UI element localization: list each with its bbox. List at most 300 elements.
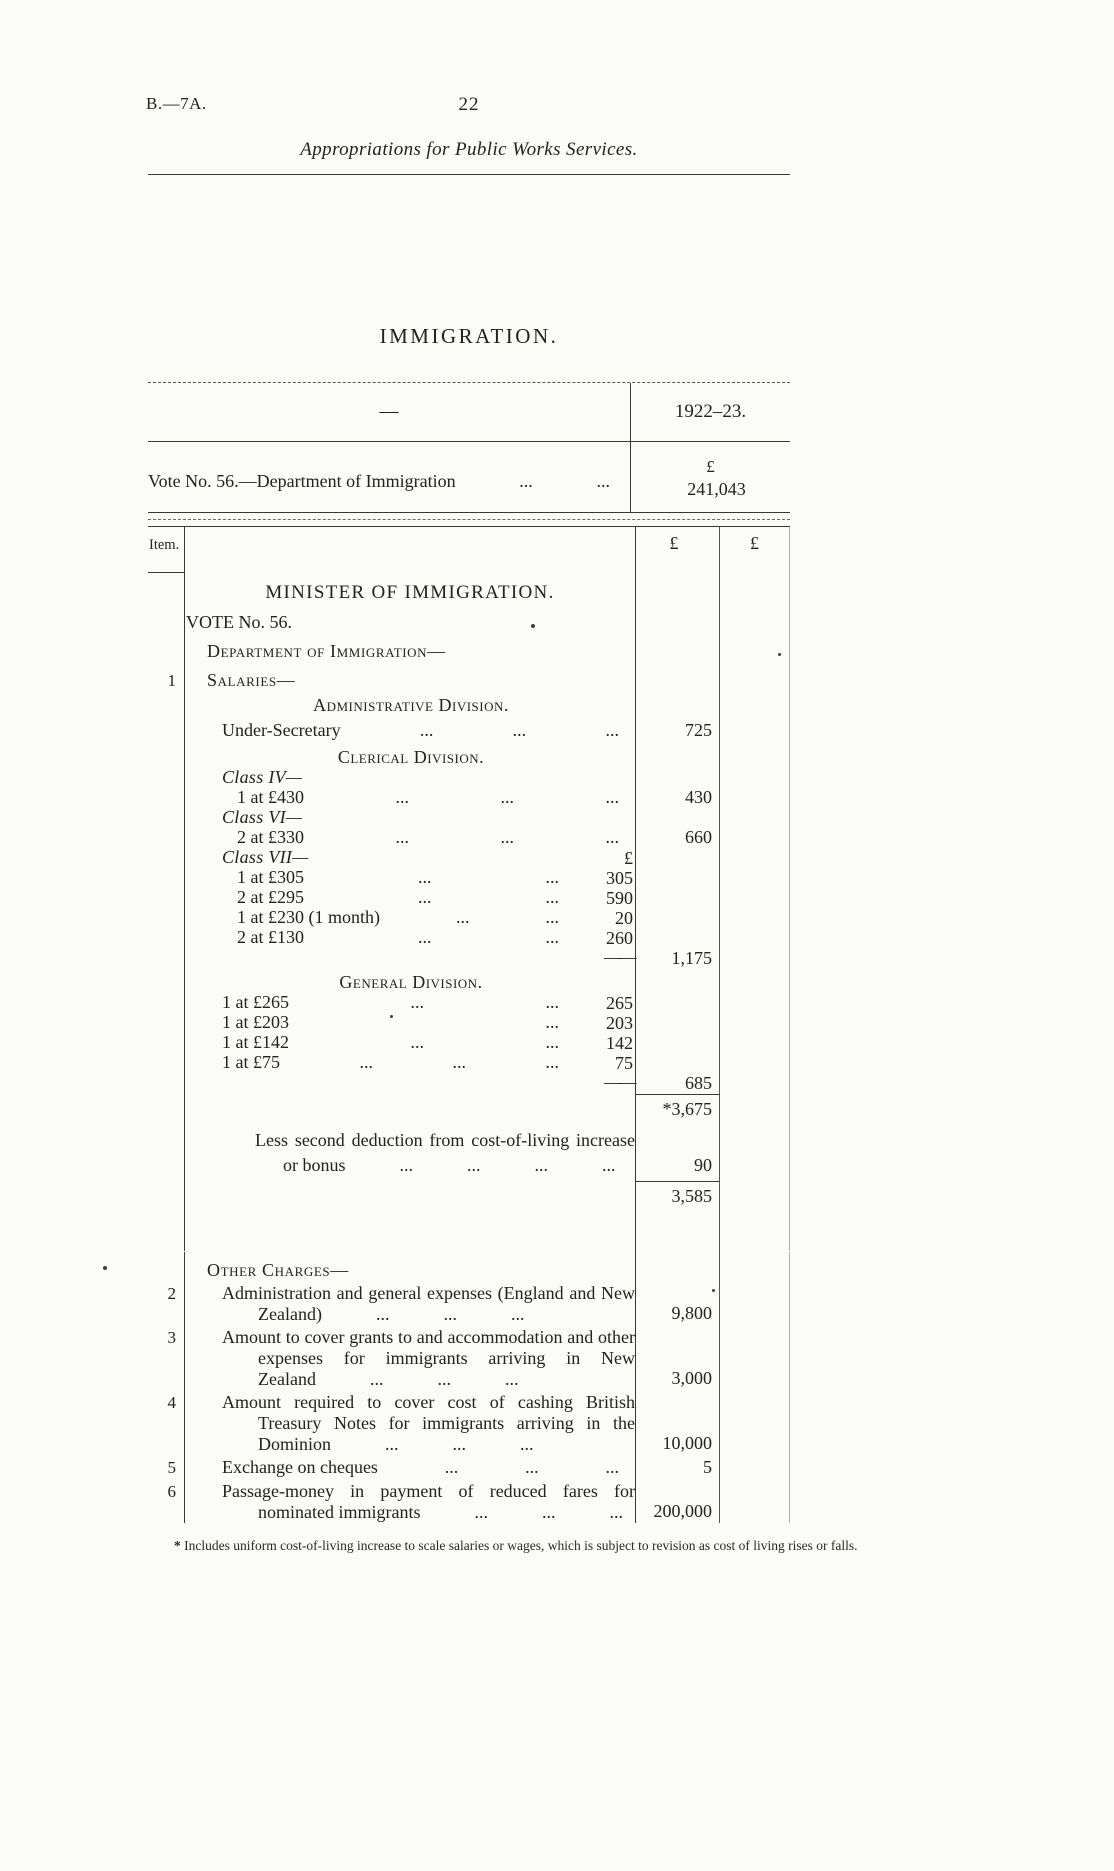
description-cell: [185, 1455, 635, 1479]
leader-dots: ...: [525, 1457, 539, 1477]
entry-text: [222, 1013, 575, 1032]
leader-dots: ...: [520, 1434, 534, 1454]
inner-amount: 203: [606, 1013, 633, 1033]
table-row: [148, 868, 790, 888]
leader-dots: ...: [545, 927, 559, 947]
inner-amount: 265: [606, 993, 633, 1013]
entry-text: [222, 1481, 635, 1523]
description-cell: [185, 993, 635, 1013]
amount-cell-primary: [635, 1122, 720, 1181]
table-row: [148, 1479, 790, 1523]
amount-cell-primary: [635, 1013, 720, 1033]
item-cell: [148, 1209, 185, 1251]
scan-speckle: [712, 1289, 715, 1292]
entry-text: [222, 719, 635, 742]
description-cell: [185, 633, 635, 662]
leader-dots: ...: [452, 1434, 467, 1454]
entry-text: [222, 1392, 635, 1455]
entry-text: [222, 1283, 635, 1325]
inner-amount: £: [624, 848, 633, 868]
double-rule: [148, 514, 790, 520]
description-cell: [185, 868, 635, 888]
description-cell: [185, 1122, 635, 1181]
amount-cell-primary: [635, 633, 720, 662]
entry-text: [313, 695, 509, 715]
inner-amount: ——: [604, 947, 633, 967]
table-row: [148, 633, 790, 662]
item-cell: [148, 969, 185, 993]
amount-cell-primary: [635, 768, 720, 788]
amount-cell-primary: [635, 691, 720, 716]
entry-text: [222, 768, 635, 787]
entry-label: 2 at £295: [237, 887, 304, 907]
table-row: [148, 928, 790, 948]
item-cell: [148, 1181, 185, 1209]
entry-label: Class VI—: [222, 807, 303, 827]
entry-label: Administrative Division.: [313, 695, 509, 715]
amount-cell-primary: [635, 808, 720, 828]
leader-dots: ...: [452, 1052, 466, 1072]
leader-dots: ...: [410, 992, 424, 1012]
table-row: [148, 1281, 790, 1325]
amount-cell-primary: [635, 1053, 720, 1073]
amount-cell-secondary: [720, 1013, 790, 1033]
content-column: [148, 382, 858, 1554]
item-cell: [148, 788, 185, 808]
entry-text: [339, 972, 482, 992]
leader-dots: ...: [418, 927, 432, 947]
leader-dots: ...: [519, 470, 533, 491]
footnote-text: Includes uniform cost-of-living increase to scale salaries or wages, which is subject to revision as cost of living rises or falls.: [180, 1538, 858, 1553]
description-cell: [185, 1053, 635, 1073]
amount-cell-primary: [635, 1455, 720, 1479]
amount-cell-secondary: [720, 662, 790, 691]
table-row: [148, 908, 790, 928]
leader-dots: ...: [410, 1032, 424, 1052]
table-row: [148, 1325, 790, 1390]
item-cell: [148, 1122, 185, 1181]
amount-cell-secondary: [720, 1122, 790, 1181]
inner-amount: 20: [615, 908, 633, 928]
amount-cell-secondary: [720, 928, 790, 948]
amount-cell-secondary: [720, 633, 790, 662]
entry-label: 1 at £75: [222, 1052, 280, 1072]
amount-cell-secondary: [720, 605, 790, 633]
leader-dots: ...: [467, 1155, 481, 1175]
description-cell: [185, 716, 635, 743]
item-cell: [148, 948, 185, 969]
amount1-header-cell: [635, 527, 720, 573]
item-header-cell: [148, 527, 185, 573]
item-cell: [148, 1073, 185, 1094]
description-cell: [185, 768, 635, 788]
entry-text: [207, 1260, 349, 1280]
entry-label: Clerical Division.: [337, 747, 485, 767]
leader-dots: ...: [605, 720, 619, 740]
main-table-rows: [148, 573, 790, 1523]
item-cell: [148, 868, 185, 888]
description-cell: [185, 1252, 635, 1281]
amount-cell-primary: [635, 948, 720, 969]
page-number: 22: [458, 94, 480, 115]
scan-speckle: [531, 624, 535, 628]
entry-label: 1 at £230 (1 month): [237, 907, 380, 927]
amount-cell-primary: [635, 1181, 720, 1209]
entry-text: [237, 888, 575, 907]
item-cell: [148, 808, 185, 828]
amount-cell-primary: [635, 993, 720, 1013]
entry-text: [222, 1053, 575, 1072]
leader-dots: ...: [385, 1434, 399, 1454]
amount2-header-cell: [720, 527, 790, 573]
leader-dots: ...: [369, 1369, 384, 1389]
leader-dots: ...: [545, 867, 559, 887]
entry-label: 1 at £305: [237, 867, 304, 887]
amount-cell-secondary: [720, 1252, 790, 1281]
amount-cell-secondary: [720, 573, 790, 605]
vote-line: [148, 471, 630, 492]
description-cell: [185, 605, 635, 633]
leader-dots: ...: [545, 1052, 559, 1072]
amount-cell-primary: [635, 969, 720, 993]
entry-text: [237, 908, 575, 927]
table-row: [148, 828, 790, 848]
description-cell: [185, 1479, 635, 1523]
amount-cell-secondary: [720, 1455, 790, 1479]
scan-speckle: [103, 1266, 107, 1270]
leader-dots: ...: [443, 1304, 457, 1324]
document-reference: B.—7A.: [146, 94, 207, 113]
amount-cell-secondary: [720, 969, 790, 993]
leader-dots: ...: [395, 787, 409, 807]
amount-cell-primary: [635, 573, 720, 605]
table-row: [148, 948, 790, 969]
amount-value: 725: [685, 720, 712, 740]
table-row: [148, 848, 790, 868]
item-cell: [148, 716, 185, 743]
amount-cell-primary: [635, 788, 720, 808]
amount-cell-secondary: [720, 1281, 790, 1325]
inner-amount: 305: [606, 868, 633, 888]
amount-value: 3,000: [671, 1368, 712, 1388]
leader-dots: ...: [437, 1369, 451, 1389]
entry-text: [222, 848, 575, 867]
amount-value: 685: [685, 1073, 712, 1093]
item-cell: [148, 848, 185, 868]
item-cell: [148, 1013, 185, 1033]
running-title: Appropriations for Public Works Services.: [300, 139, 638, 160]
amount-cell-secondary: [720, 1325, 790, 1390]
leader-dots: ...: [419, 720, 434, 740]
amount-cell-secondary: [720, 1390, 790, 1455]
description-cell: [185, 1325, 635, 1390]
entry-text: [207, 641, 446, 661]
entry-label: 1 at £203: [222, 1012, 289, 1032]
amount-cell-primary: [635, 1252, 720, 1281]
table-row: [148, 1053, 790, 1073]
item-cell: [148, 1455, 185, 1479]
entry-text: [207, 670, 295, 690]
entry-label: Under-Secretary: [222, 720, 341, 740]
entry-text: [255, 1128, 635, 1178]
item-number: 5: [167, 1458, 176, 1477]
vote-label: Vote No. 56.—Department of Immigration: [148, 470, 456, 491]
entry-label: 1 at £265: [222, 992, 289, 1012]
amount-cell-primary: [635, 868, 720, 888]
amount-cell-secondary: [720, 888, 790, 908]
entry-label: 2 at £330: [237, 827, 304, 847]
entry-text: [222, 808, 635, 827]
description-header-cell: [185, 527, 635, 573]
vote-amount-cell: [630, 442, 790, 512]
entry-label: Department of Immigration—: [207, 641, 446, 661]
summary-blank-cell: [148, 383, 630, 441]
header-rule: [148, 174, 790, 175]
inner-amount: ——: [604, 1072, 633, 1092]
entry-label: Exchange on cheques: [222, 1457, 378, 1477]
amount2-header-label: £: [750, 533, 759, 553]
description-cell: [185, 948, 635, 969]
amount-cell-primary: [635, 828, 720, 848]
item-cell: [148, 573, 185, 605]
table-row: [148, 662, 790, 691]
table-row: [148, 573, 790, 605]
entry-label: Less second deduction from cost-of-living increase or bonus: [255, 1130, 635, 1175]
entry-text: [237, 928, 575, 947]
leader-dots: ...: [504, 1369, 519, 1389]
entry-text: [237, 868, 575, 887]
leader-dots: ...: [474, 1502, 488, 1522]
leader-dots: ...: [444, 1457, 459, 1477]
table-row: [148, 1073, 790, 1094]
table-row: [148, 716, 790, 743]
vote-label-cell: [148, 442, 630, 512]
item-cell: [148, 1281, 185, 1325]
amount-cell-secondary: [720, 768, 790, 788]
leader-dots: ...: [545, 887, 559, 907]
entry-label: 1 at £430: [237, 787, 304, 807]
item-cell: [148, 743, 185, 768]
amount-cell-secondary: [720, 691, 790, 716]
leader-dots: ...: [500, 787, 514, 807]
table-row: [148, 1390, 790, 1455]
description-cell: [185, 908, 635, 928]
amount-cell-primary: [635, 1209, 720, 1252]
description-cell: [185, 1013, 635, 1033]
inner-amount: 260: [606, 928, 633, 948]
entry-label: 2 at £130: [237, 927, 304, 947]
leader-dots: ...: [512, 720, 527, 740]
amount-cell-primary: [635, 888, 720, 908]
description-cell: [185, 1181, 635, 1209]
description-cell: [185, 1281, 635, 1325]
amount-cell-primary: [635, 1390, 720, 1455]
item-cell: [148, 993, 185, 1013]
table-row: [148, 1252, 790, 1281]
leader-dots: ...: [609, 1502, 623, 1522]
entry-label: Salaries—: [207, 670, 296, 690]
leader-dots: ...: [541, 1502, 556, 1522]
table-row: [148, 1013, 790, 1033]
table-row: [148, 691, 790, 716]
leader-dots: ...: [510, 1304, 525, 1324]
amount-cell-primary: [635, 1325, 720, 1390]
entry-label: General Division.: [339, 972, 483, 992]
leader-dots: ...: [455, 907, 470, 927]
item-cell: [148, 662, 185, 691]
amount-cell-secondary: [720, 743, 790, 768]
amount-value: *3,675: [662, 1099, 712, 1119]
entry-text: [222, 1327, 635, 1390]
item-number: 3: [167, 1328, 176, 1347]
item-cell: [148, 1053, 185, 1073]
table-row: [148, 969, 790, 993]
amount-cell-secondary: [720, 1033, 790, 1053]
amount-cell-primary: [635, 716, 720, 743]
item-number: 4: [167, 1393, 176, 1412]
item-cell: [148, 1094, 185, 1122]
description-cell: [185, 1390, 635, 1455]
amount-cell-secondary: [720, 1181, 790, 1209]
entry-label: Other Charges—: [207, 1260, 349, 1280]
summary-year-cell: [630, 383, 790, 441]
vote-summary-table: [148, 382, 790, 513]
entry-label: MINISTER OF IMMIGRATION.: [265, 582, 555, 603]
item-cell: [148, 1033, 185, 1053]
amount-cell-secondary: [720, 1094, 790, 1122]
section-title: IMMIGRATION.: [379, 324, 559, 348]
amount-value: 9,800: [671, 1303, 712, 1323]
table-row: [148, 743, 790, 768]
amount-cell-secondary: [720, 948, 790, 969]
entry-text: [222, 1457, 635, 1478]
entry-label: Administration and general expenses (England and New Zealand): [222, 1283, 635, 1324]
item-cell: [148, 888, 185, 908]
amount-cell-secondary: [720, 1073, 790, 1094]
currency-symbol: £: [706, 457, 715, 476]
item-cell: [148, 1390, 185, 1455]
leader-dots: ...: [605, 1457, 619, 1477]
amount-value: 430: [685, 787, 712, 807]
entry-text: [338, 747, 484, 767]
item-cell: [148, 691, 185, 716]
entry-label: Class IV—: [222, 767, 303, 787]
amount-cell-secondary: [720, 848, 790, 868]
leader-dots: ...: [418, 887, 432, 907]
table-row: [148, 888, 790, 908]
amount-cell-secondary: [720, 908, 790, 928]
description-cell: [185, 662, 635, 691]
leader-dots: ...: [605, 827, 619, 847]
amount-value: 10,000: [662, 1433, 712, 1453]
item-cell: [148, 605, 185, 633]
leader-dots: ...: [395, 827, 409, 847]
item-cell: [148, 1325, 185, 1390]
leader-dots: ...: [545, 907, 559, 927]
amount-cell-primary: [635, 1479, 720, 1523]
scan-speckle: [778, 653, 781, 656]
amount-cell-secondary: [720, 868, 790, 888]
item-cell: [148, 633, 185, 662]
leader-dots: ...: [545, 1012, 559, 1032]
entry-text: [186, 612, 292, 632]
entry-text: [237, 788, 635, 807]
description-cell: [185, 1033, 635, 1053]
amount-cell-primary: [635, 908, 720, 928]
leader-dots: ...: [545, 1032, 559, 1052]
item-number: 1: [167, 671, 176, 690]
amount-cell-primary: [635, 1073, 720, 1094]
entry-text: [265, 582, 554, 603]
item-number: 6: [167, 1482, 176, 1501]
leader-dots: ...: [418, 867, 432, 887]
amount-value: 90: [694, 1155, 712, 1175]
item-cell: [148, 768, 185, 788]
footnote: [148, 1537, 1008, 1554]
entry-label: Passage-money in payment of reduced fares for nominated immigrants: [222, 1481, 635, 1522]
item-number: 2: [167, 1284, 176, 1303]
item-header-label: Item.: [149, 537, 180, 553]
entry-text: [222, 993, 575, 1012]
entry-text: [237, 828, 635, 847]
year-label: 1922–23.: [674, 401, 747, 422]
table-row: [148, 1033, 790, 1053]
blank-dash: —: [379, 401, 399, 422]
amount-cell-primary: [635, 1281, 720, 1325]
entry-label: Class VII—: [222, 847, 309, 867]
leader-dots: ...: [596, 470, 610, 491]
amount-cell-primary: [635, 605, 720, 633]
amount-cell-secondary: [720, 1479, 790, 1523]
item-cell: [148, 1479, 185, 1523]
amount-cell-primary: [635, 848, 720, 868]
vote-amount: 241,043: [687, 479, 746, 499]
amount-cell-primary: [635, 743, 720, 768]
summary-header-row: [148, 383, 790, 442]
entry-label: Amount to cover grants to and accommodation and other expenses for immigrants arriving in New Zealand: [222, 1327, 635, 1389]
description-cell: [185, 828, 635, 848]
description-cell: [185, 888, 635, 908]
description-cell: [185, 1209, 635, 1251]
inner-amount: 75: [615, 1053, 633, 1073]
leader-dots: ...: [399, 1155, 413, 1175]
description-cell: [185, 969, 635, 993]
amount-cell-secondary: [720, 788, 790, 808]
table-header-row: [148, 527, 790, 573]
description-cell: [185, 1094, 635, 1122]
table-row: [148, 808, 790, 828]
leader-dots: ...: [359, 1052, 373, 1072]
table-row: [148, 993, 790, 1013]
amount-cell-secondary: [720, 716, 790, 743]
item-cell: [148, 828, 185, 848]
amount-value: 200,000: [653, 1501, 712, 1521]
leader-dots: ...: [605, 787, 619, 807]
item-cell: [148, 908, 185, 928]
summary-vote-row: [148, 442, 790, 512]
leader-dots: ...: [602, 1155, 616, 1175]
table-row: [148, 1455, 790, 1479]
amount1-header-label: £: [669, 533, 679, 553]
table-row: [148, 1181, 790, 1209]
main-table: [148, 526, 790, 1523]
table-row: [148, 1094, 790, 1122]
entry-label: VOTE No. 56.: [186, 612, 292, 632]
inner-amount: 590: [606, 888, 633, 908]
leader-dots: ...: [500, 827, 514, 847]
amount-cell-primary: [635, 1094, 720, 1122]
description-cell: [185, 743, 635, 768]
